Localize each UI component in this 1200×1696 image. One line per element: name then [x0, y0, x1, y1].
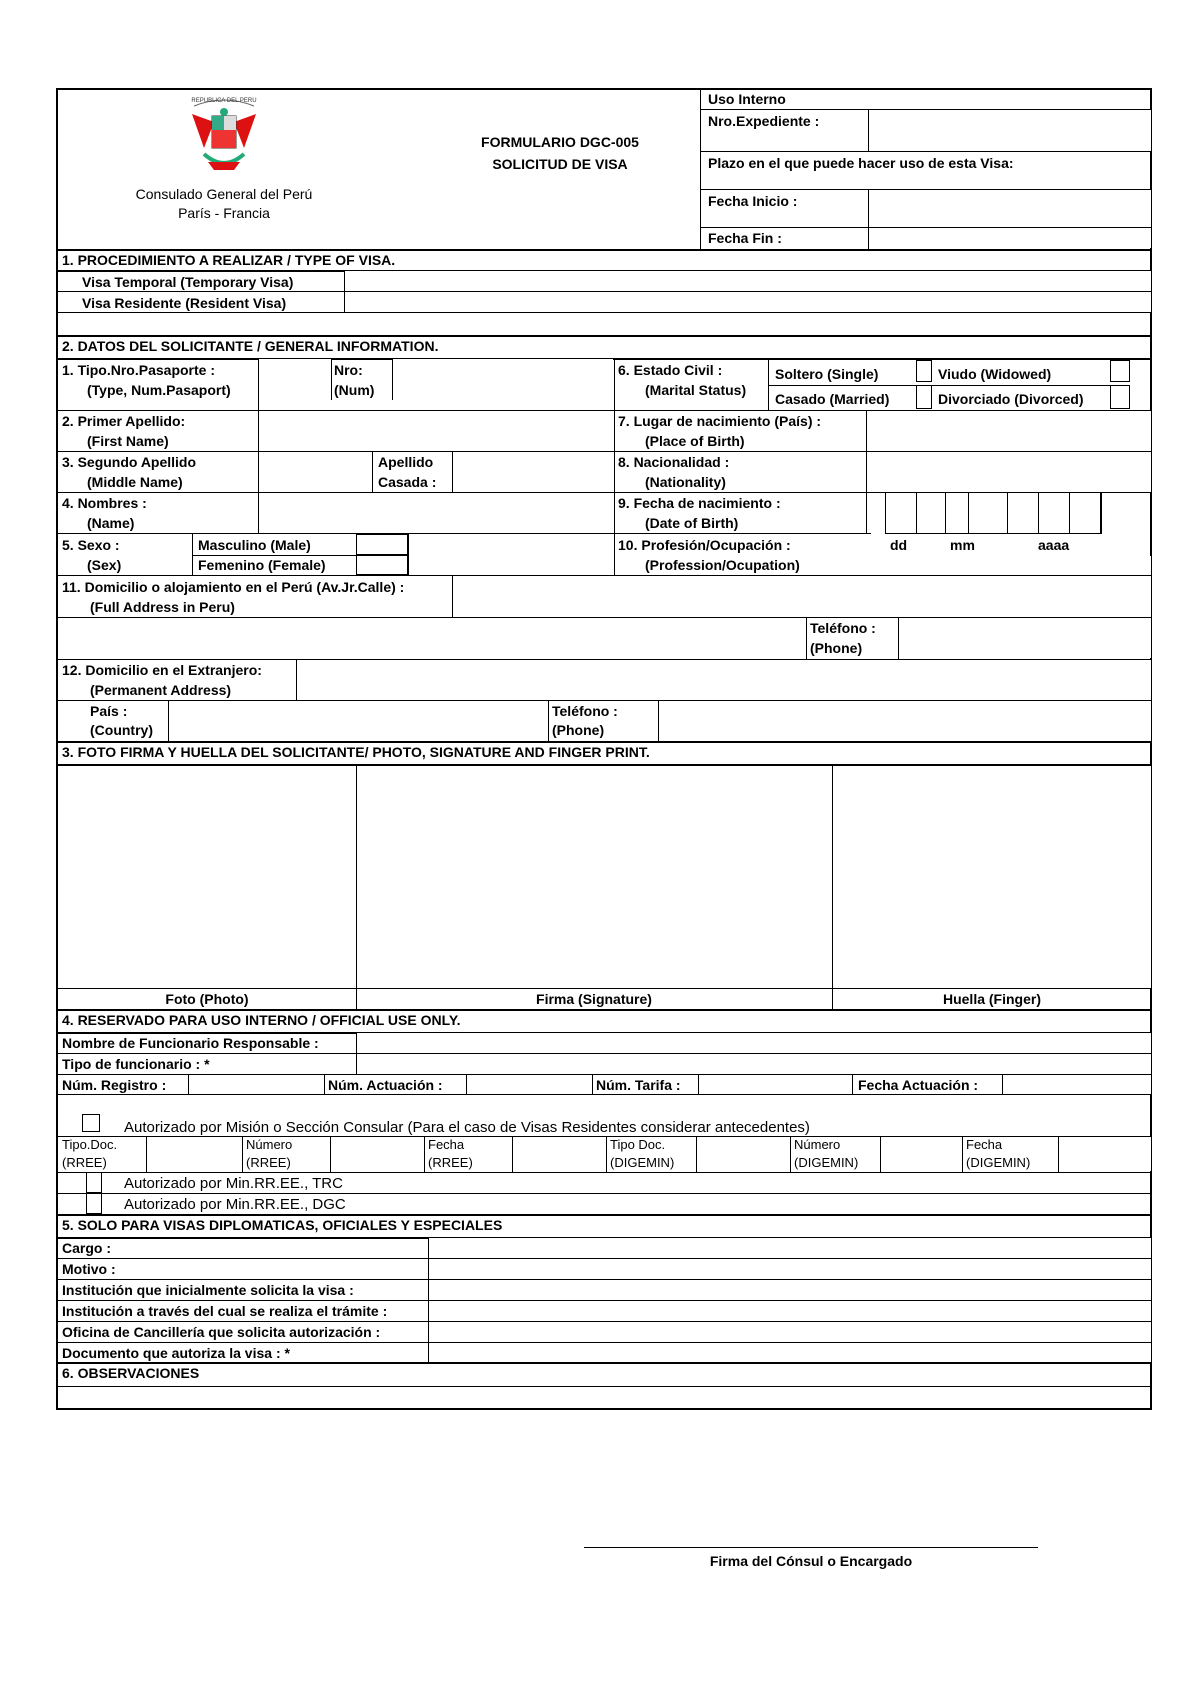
official-type-label: Tipo de funcionario : * [62, 1056, 210, 1072]
internal-use-label: Uso Interno [708, 91, 786, 107]
validity-label: Plazo en el que puede hacer uso de esta Visa: [708, 155, 1014, 171]
surname2-label: 3. Segundo Apellido [62, 454, 197, 470]
address-peru-field-line2[interactable] [58, 618, 806, 658]
dob-label-en: (Date of Birth) [645, 515, 739, 531]
visa-resident-field[interactable] [345, 292, 1151, 312]
doc-type-rree-field[interactable] [147, 1137, 241, 1171]
auth-trc-label: Autorizado por Min.RR.EE., TRC [124, 1175, 343, 1192]
reg-num-field[interactable] [189, 1075, 323, 1094]
dob-year-1[interactable] [1007, 492, 1039, 534]
form-code: FORMULARIO DGC-005 [481, 134, 639, 150]
consul-signature-line [584, 1547, 1038, 1548]
civil-status-label-en: (Marital Status) [645, 382, 747, 398]
photo-box[interactable] [58, 766, 356, 988]
dob-aaaa-hint: aaaa [1038, 537, 1070, 553]
divorced-label: Divorciado (Divorced) [938, 391, 1084, 407]
surname1-label: 2. Primer Apellido: [62, 413, 186, 429]
doc-type-digemin-sub: (DIGEMIN) [610, 1155, 675, 1170]
section4-title: 4. RESERVADO PARA USO INTERNO / OFFICIAL USE ONLY. [62, 1012, 461, 1028]
number-digemin-label: Número [794, 1137, 841, 1152]
date-rree-label: Fecha [428, 1137, 465, 1152]
dob-day-2[interactable] [916, 492, 946, 534]
surname1-label-en: (First Name) [87, 433, 169, 449]
photo-label: Foto (Photo) [165, 991, 249, 1007]
sex-label: 5. Sexo : [62, 537, 120, 553]
consul-signature-label: Firma del Cónsul o Encargado [709, 1553, 913, 1569]
birthplace-field[interactable] [867, 411, 1151, 451]
single-label: Soltero (Single) [775, 366, 879, 382]
passport-type-field[interactable] [259, 359, 331, 400]
passport-label-en: (Type, Num.Pasaport) [87, 382, 231, 398]
act-num-field[interactable] [467, 1075, 591, 1094]
peru-emblem [174, 92, 274, 184]
cargo-field[interactable] [429, 1238, 1151, 1258]
auth-dgc-checkbox[interactable] [86, 1193, 102, 1214]
form-title: SOLICITUD DE VISA [492, 156, 628, 172]
section2-title: 2. DATOS DEL SOLICITANTE / GENERAL INFORMATION. [62, 338, 439, 354]
signature-box[interactable] [357, 766, 831, 988]
visa-temporary-field[interactable] [345, 271, 1151, 291]
cargo-label: Cargo : [62, 1240, 111, 1256]
female-label: Femenino (Female) [198, 557, 326, 573]
married-label: Casado (Married) [775, 391, 890, 407]
visa-resident-label: Visa Residente (Resident Visa) [82, 295, 287, 311]
nationality-field[interactable] [867, 452, 1151, 492]
fingerprint-box[interactable] [833, 766, 1151, 988]
office-field[interactable] [429, 1322, 1151, 1342]
number-rree-sub: (RREE) [246, 1155, 291, 1170]
profession-label: 10. Profesión/Ocupación : [618, 537, 791, 553]
consulate-name: Consulado General del Perú [135, 186, 313, 202]
address-peru-field[interactable] [453, 576, 1151, 617]
female-checkbox[interactable] [356, 555, 408, 575]
number-rree-label: Número [246, 1137, 293, 1152]
dob-mm-hint: mm [950, 537, 975, 553]
start-date-field[interactable] [869, 190, 1151, 227]
married-name-label: Apellido [378, 454, 434, 470]
profession-field[interactable] [870, 556, 1151, 575]
institution-through-field[interactable] [429, 1301, 1151, 1321]
section6-title: 6. OBSERVACIONES [62, 1365, 200, 1381]
divorced-checkbox[interactable] [1110, 385, 1130, 409]
male-label: Masculino (Male) [198, 537, 311, 553]
phone-abroad-field[interactable] [659, 701, 1151, 741]
num-label: Nro: [334, 362, 363, 378]
official-name-field[interactable] [357, 1033, 1151, 1053]
doc-type-rree-sub: (RREE) [62, 1155, 107, 1170]
office-label: Oficina de Cancillería que solicita autorización : [62, 1324, 381, 1340]
section1-title: 1. PROCEDIMIENTO A REALIZAR / TYPE OF VISA. [62, 252, 396, 268]
document-field[interactable] [429, 1343, 1151, 1362]
motivo-field[interactable] [429, 1259, 1151, 1279]
nationality-label: 8. Nacionalidad : [618, 454, 730, 470]
names-label-en: (Name) [87, 515, 135, 531]
surname1-field[interactable] [259, 411, 613, 451]
institution-initial-label: Institución que inicialmente solicita la visa : [62, 1282, 354, 1298]
male-checkbox[interactable] [356, 534, 408, 555]
doc-type-digemin-field[interactable] [697, 1137, 789, 1171]
doc-type-rree-label: Tipo.Doc. [62, 1137, 118, 1152]
authorized-mission-checkbox[interactable] [82, 1114, 100, 1132]
dob-year-2[interactable] [1038, 492, 1070, 534]
date-digemin-label: Fecha [966, 1137, 1003, 1152]
authorized-mission-label: Autorizado por Misión o Sección Consular (Para el caso de Visas Residentes considerar antecedentes) [124, 1119, 810, 1136]
number-digemin-sub: (DIGEMIN) [794, 1155, 859, 1170]
profession-label-en: (Profession/Ocupation) [645, 557, 800, 573]
document-label: Documento que autoriza la visa : * [62, 1345, 290, 1361]
reg-num-label: Núm. Registro : [62, 1077, 167, 1093]
number-rree-field[interactable] [331, 1137, 423, 1171]
phone-peru-label-en: (Phone) [810, 640, 863, 656]
married-name-field[interactable] [453, 452, 613, 492]
date-rree-field[interactable] [513, 1137, 605, 1171]
act-num-label: Núm. Actuación : [328, 1077, 443, 1093]
auth-trc-checkbox[interactable] [86, 1172, 102, 1193]
birthplace-label: 7. Lugar de nacimiento (País) : [618, 413, 822, 429]
tariff-num-label: Núm. Tarifa : [596, 1077, 681, 1093]
file-number-field[interactable] [869, 110, 1151, 151]
widowed-checkbox[interactable] [1110, 360, 1130, 382]
observations-field[interactable] [58, 1387, 1150, 1408]
civil-status-label: 6. Estado Civil : [618, 362, 723, 378]
consulate-city: París - Francia [178, 205, 270, 221]
start-date-label: Fecha Inicio : [708, 193, 798, 209]
country-label: País : [90, 703, 128, 719]
visa-temporary-label: Visa Temporal (Temporary Visa) [82, 274, 294, 290]
official-name-label: Nombre de Funcionario Responsable : [62, 1035, 319, 1051]
date-digemin-field[interactable] [1059, 1137, 1151, 1171]
birthplace-label-en: (Place of Birth) [645, 433, 745, 449]
dob-label: 9. Fecha de nacimiento : [618, 495, 781, 511]
names-label: 4. Nombres : [62, 495, 147, 511]
passport-label: 1. Tipo.Nro.Pasaporte : [62, 362, 215, 378]
married-checkbox[interactable] [916, 385, 932, 409]
dob-dd-hint: dd [890, 537, 908, 553]
section5-title: 5. SOLO PARA VISAS DIPLOMATICAS, OFICIALES Y ESPECIALES [62, 1217, 503, 1233]
address-abroad-label: 12. Domicilio en el Extranjero: [62, 662, 262, 678]
finger-label: Huella (Finger) [942, 991, 1041, 1007]
nationality-label-en: (Nationality) [645, 474, 726, 490]
address-peru-label-en: (Full Address in Peru) [90, 599, 235, 615]
signature-label: Firma (Signature) [536, 991, 652, 1007]
date-digemin-sub: (DIGEMIN) [966, 1155, 1031, 1170]
section3-title: 3. FOTO FIRMA Y HUELLA DEL SOLICITANTE/ PHOTO, SIGNATURE AND FINGER PRINT. [62, 744, 650, 760]
end-date-field[interactable] [869, 228, 1151, 248]
file-number-label: Nro.Expediente : [708, 113, 820, 129]
institution-through-label: Institución a través del cual se realiza el trámite : [62, 1303, 388, 1319]
date-rree-sub: (RREE) [428, 1155, 473, 1170]
end-date-label: Fecha Fin : [708, 230, 782, 246]
phone-abroad-label: Teléfono : [552, 703, 618, 719]
country-field[interactable] [169, 701, 547, 741]
surname2-label-en: (Middle Name) [87, 474, 183, 490]
dob-day-1[interactable] [885, 492, 917, 534]
address-abroad-label-en: (Permanent Address) [90, 682, 232, 698]
address-abroad-field[interactable] [297, 660, 1151, 700]
passport-number-field[interactable] [393, 359, 613, 400]
num-label-en: (Num) [334, 382, 375, 398]
doc-type-digemin-label: Tipo Doc. [610, 1137, 666, 1152]
official-type-field[interactable] [357, 1054, 1151, 1074]
phone-peru-label: Teléfono : [810, 620, 876, 636]
single-checkbox[interactable] [916, 360, 932, 382]
dob-month-1[interactable] [945, 492, 969, 534]
phone-peru-field[interactable] [899, 618, 1151, 658]
widowed-label: Viudo (Widowed) [938, 366, 1052, 382]
motivo-label: Motivo : [62, 1261, 116, 1277]
act-date-label: Fecha Actuación : [858, 1077, 979, 1093]
dob-year-3[interactable] [1069, 492, 1101, 534]
country-label-en: (Country) [90, 722, 153, 738]
surname2-field[interactable] [259, 452, 371, 492]
auth-dgc-label: Autorizado por Min.RR.EE., DGC [124, 1196, 346, 1213]
tariff-num-field[interactable] [699, 1075, 851, 1094]
dob-month-2[interactable] [968, 492, 1008, 534]
act-date-field[interactable] [1003, 1075, 1151, 1094]
institution-initial-field[interactable] [429, 1280, 1151, 1300]
married-name-label-en: Casada : [378, 474, 437, 490]
names-field[interactable] [259, 493, 613, 533]
number-digemin-field[interactable] [881, 1137, 961, 1171]
address-peru-label: 11. Domicilio o alojamiento en el Perú (Av.Jr.Calle) : [62, 579, 405, 595]
emblem-text: REPUBLICA DEL PERU [191, 98, 257, 104]
phone-abroad-label-en: (Phone) [552, 722, 605, 738]
sex-label-en: (Sex) [87, 557, 122, 573]
